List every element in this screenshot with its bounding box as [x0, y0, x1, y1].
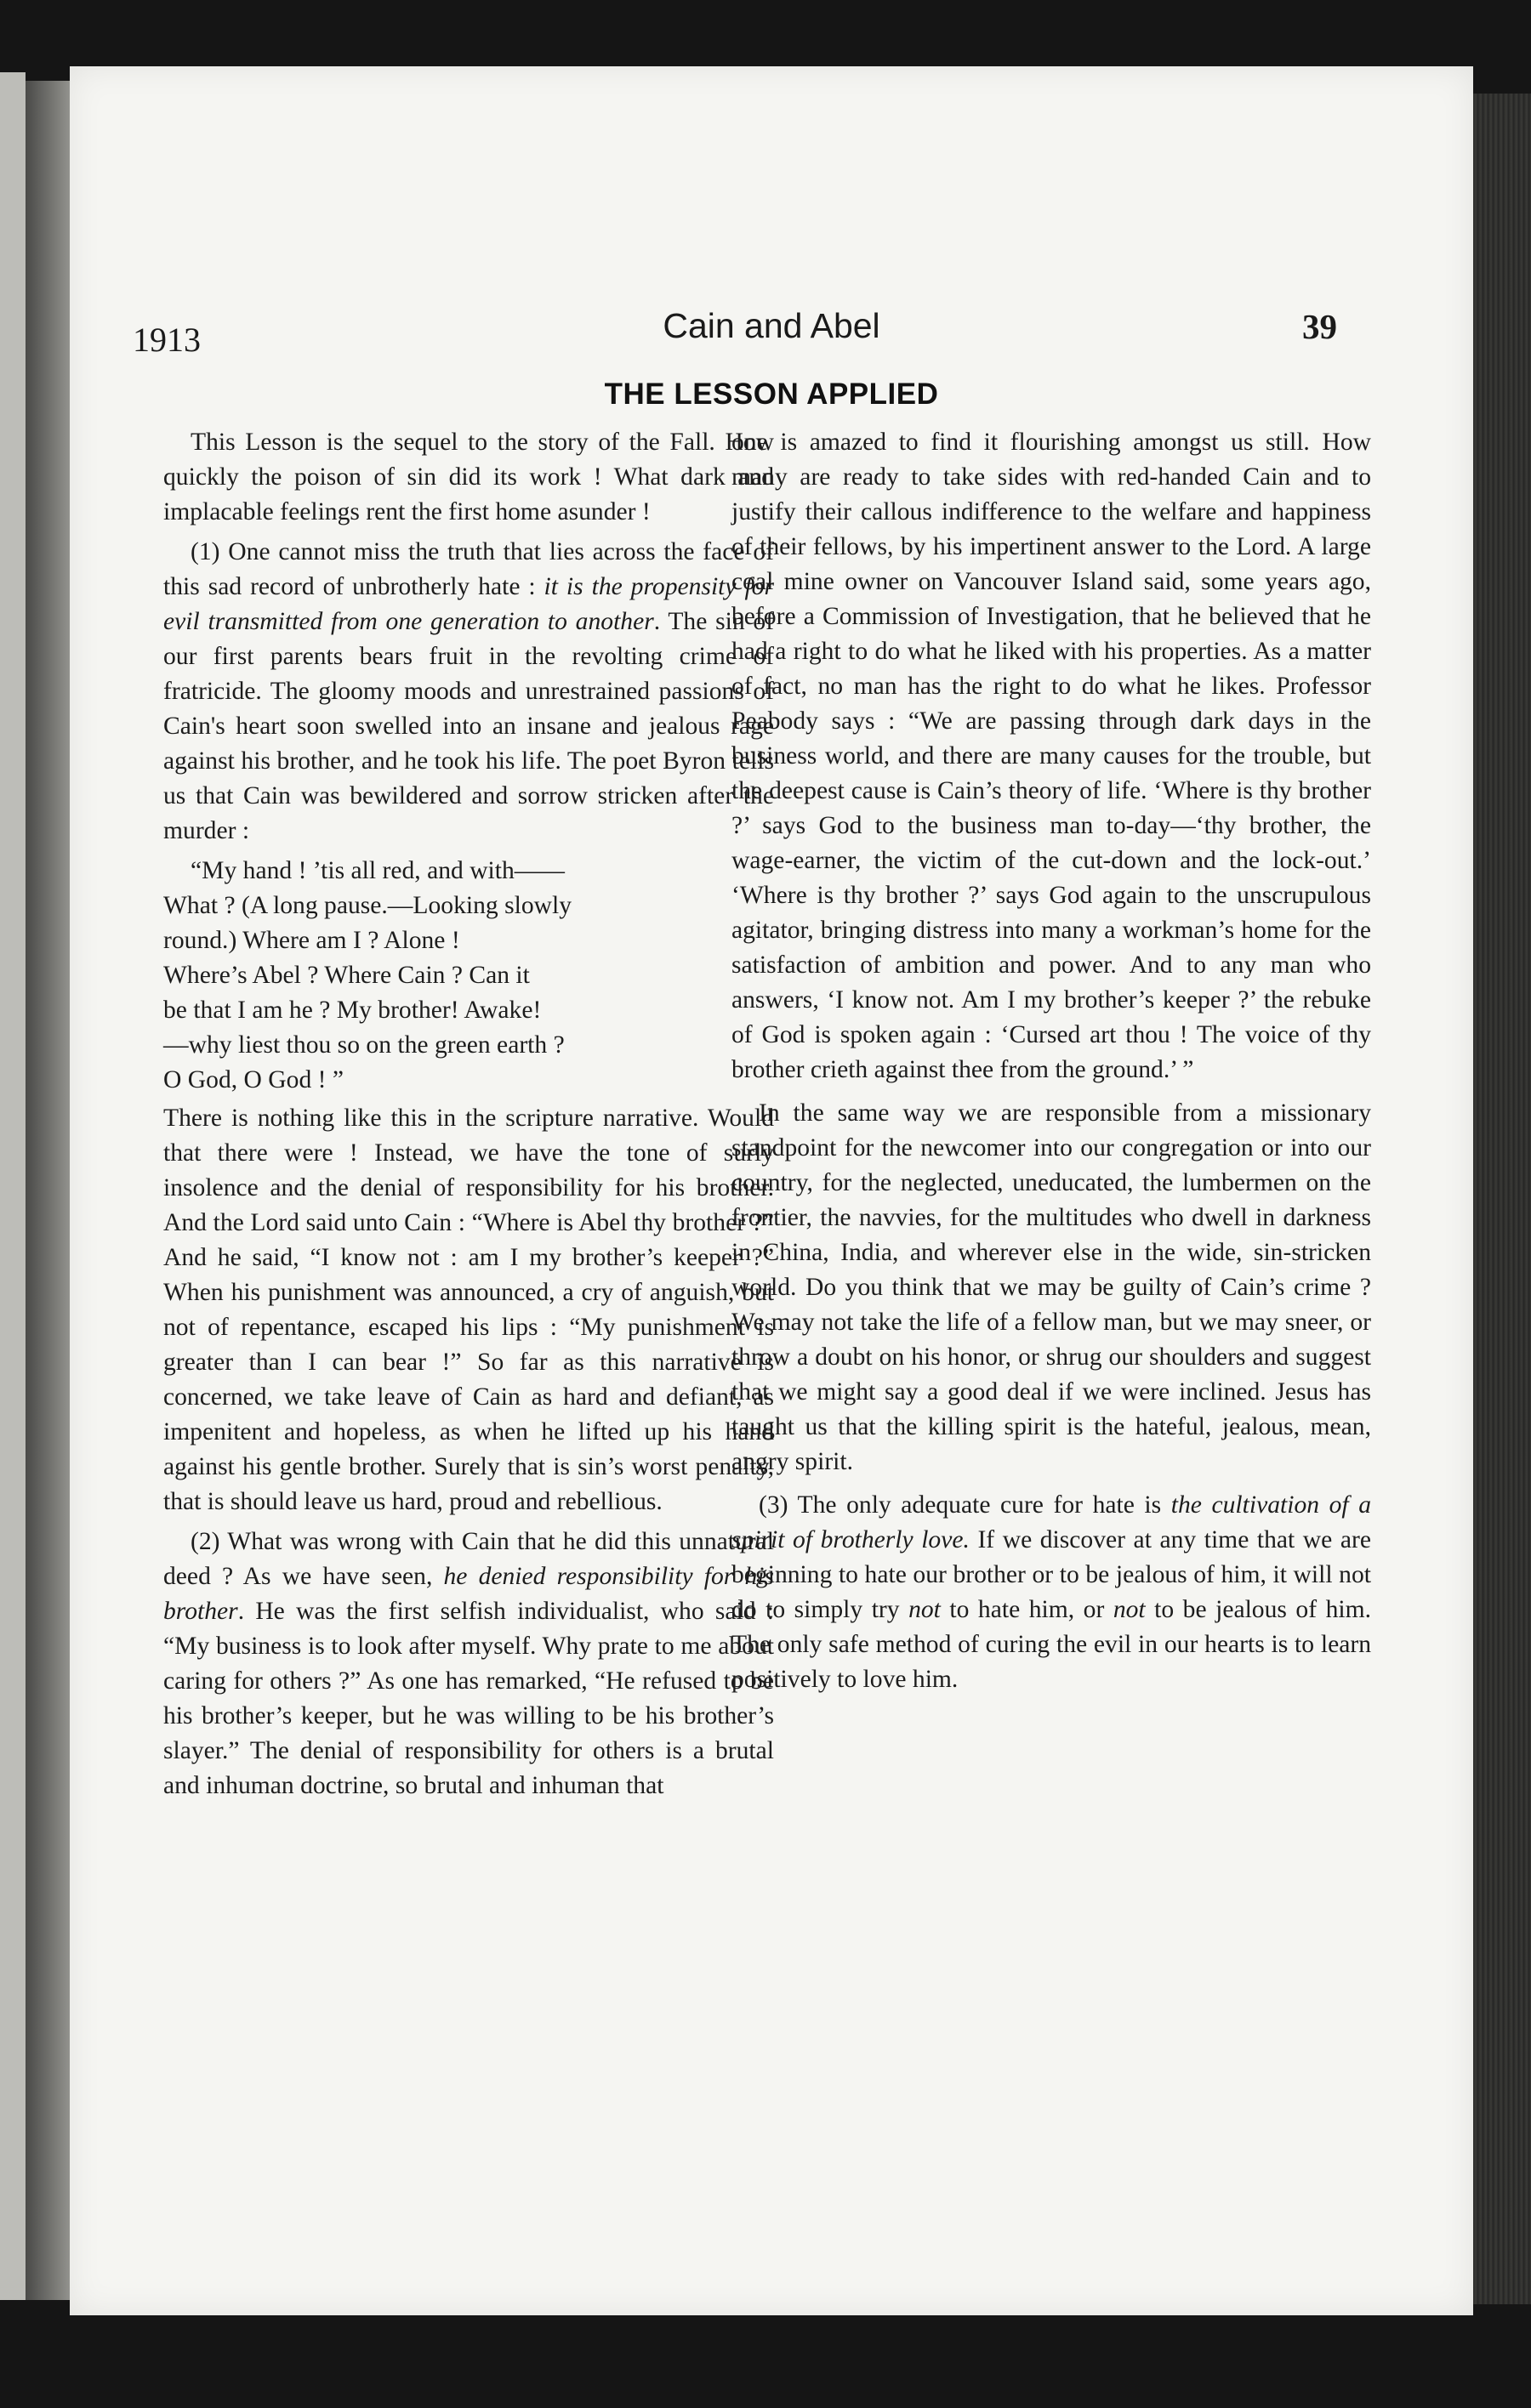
book-page: [70, 66, 1473, 2315]
book-spine: [26, 81, 75, 2300]
poem-line: Where’s Abel ? Where Cain ? Can it: [163, 962, 530, 989]
poem-line: —why liest thou so on the green earth ?: [163, 1031, 565, 1059]
running-header: [70, 303, 1473, 359]
poem-line: O God, O God ! ”: [163, 1066, 344, 1093]
emphasis-propensity: it is the propensity for evil transmitted from one generation to another: [163, 573, 774, 635]
right-column: [731, 425, 1371, 1697]
paragraph-missionary: In the same way we are responsible from a missionary standpoint for the newcomer into our congregation or into our country, for the neglected, uneducated, the lumbermen on the frontier, the navvies, for the multitudes who dwell in darkness in China, India, and wherever else in the wide, sin-stricken world. Do you think that we may be guilty of Cain’s crime ? We may not take the life of a fellow man, but we may sneer, or throw a doubt on his honor, or shrug our shoulders and suggest that we might say a good deal if we were inclined. Jesus has taught us that the killing spirit is the hateful, jealous, mean, angry spirit.: [731, 1099, 1371, 1475]
section-title: THE LESSON APPLIED: [604, 378, 939, 411]
left-column: [163, 425, 774, 1803]
paragraph-continued: one is amazed to find it flourishing amongst us still. How many are ready to take sides with red-handed Cain and to justify their callous indifference to the welfare and happiness of their fellows, by his impertinent answer to the Lord. A large coal mine owner on Vancouver Island said, some years ago, before a Commission of Investigation, that he believed that he had a right to do what he liked with his properties. As a matter of fact, no man has the right to do what he likes. Professor Peabody says : “We are passing through dark days in the business world, and there are many causes for the trouble, but the deepest cause is Cain’s theory of life. ‘Where is thy brother ?’ says God to the business man to-day—‘thy brother, the wage-earner, the victim of the cut-down and the lock-out.’ ‘Where is thy brother ?’ says God again to the unscrupulous agitator, bringing distress into many a workman’s home for the satisfaction of ambition and power. And to any man who answers, ‘I know not. Am I my brother’s keeper ?’ the rebuke of God is spoken again : ‘Cursed art thou ! The voice of thy brother crieth against thee from the ground.’ ”: [731, 429, 1371, 1083]
byron-quote: [163, 854, 774, 1098]
page-stack-edge: [1473, 94, 1531, 2304]
emphasis-brotherly-love: the cultivation of a spirit of brotherly love.: [731, 1491, 1371, 1553]
emphasis-not: not: [1113, 1596, 1146, 1623]
poem-line: be that I am he ? My brother! Awake!: [163, 997, 542, 1024]
emphasis-responsibility: he denied responsibility for his brother: [163, 1563, 774, 1625]
page-number: 39: [1302, 307, 1337, 346]
header-year: 1913: [133, 321, 201, 359]
header-title: Cain and Abel: [663, 306, 880, 345]
paragraph-point-3: (3) The only adequate cure for hate is the cultivation of a spirit of brotherly love. If we discover at any time that we are beginning to hate our brother or to be jealous of him, it will not do to simply try not to hate him, or not to be jealous of him. The only safe method of curing the evil in our hearts is to learn positively to love him.: [731, 1491, 1372, 1693]
emphasis-not: not: [908, 1596, 941, 1623]
paragraph-point-2: (2) What was wrong with Cain that he did this unnatural deed ? As we have seen, he denied responsibility for his brother. He was the first selfish individualist, who said : “My business is to look after myself. Why prate to me about caring for others ?” As one has remarked, “He refused to be his brother’s keeper, but he was willing to be his brother’s slayer.” The denial of responsibility for others is a brutal and inhuman doctrine, so brutal and inhuman that: [163, 1528, 774, 1799]
paragraph-scripture: There is nothing like this in the scripture narrative. Would that there were ! Instead, we have the tone of surly insolence and the denial of responsibility for his brother. And the Lord said unto Cain : “Where is Abel thy brother ?” And he said, “I know not : am I my brother’s keeper ?” When his punishment was announced, a cry of anguish, but not of repentance, escaped his lips : “My punishment is greater than I can bear !” So far as this narrative is concerned, we take leave of Cain as hard and defiant, as impenitent and hopeless, as when he lifted up his hand against his gentle brother. Surely that is sin’s worst penalty, that is should leave us hard, proud and rebellious.: [163, 1105, 774, 1515]
poem-line: round.) Where am I ? Alone !: [163, 927, 460, 954]
paragraph-intro: This Lesson is the sequel to the story of the Fall. How quickly the poison of sin did its work ! What dark and implacable feelings rent the first home asunder !: [163, 429, 774, 525]
paragraph-point-1: (1) One cannot miss the truth that lies across the face of this sad record of unbrotherly hate : it is the propensity for evil transmitted from one generation to another. The sin of our first parents bears fruit in the revolting crime of fratricide. The gloomy moods and unrestrained passions of Cain's heart soon swelled into an insane and jealous rage against his brother, and he took his life. The poet Byron tells us that Cain was bewildered and sorrow stricken after the murder :: [163, 538, 774, 844]
poem-line: “My hand ! ’tis all red, and with——: [191, 857, 565, 884]
poem-line: What ? (A long pause.—Looking slowly: [163, 892, 572, 919]
left-page-edge: [0, 72, 26, 2300]
